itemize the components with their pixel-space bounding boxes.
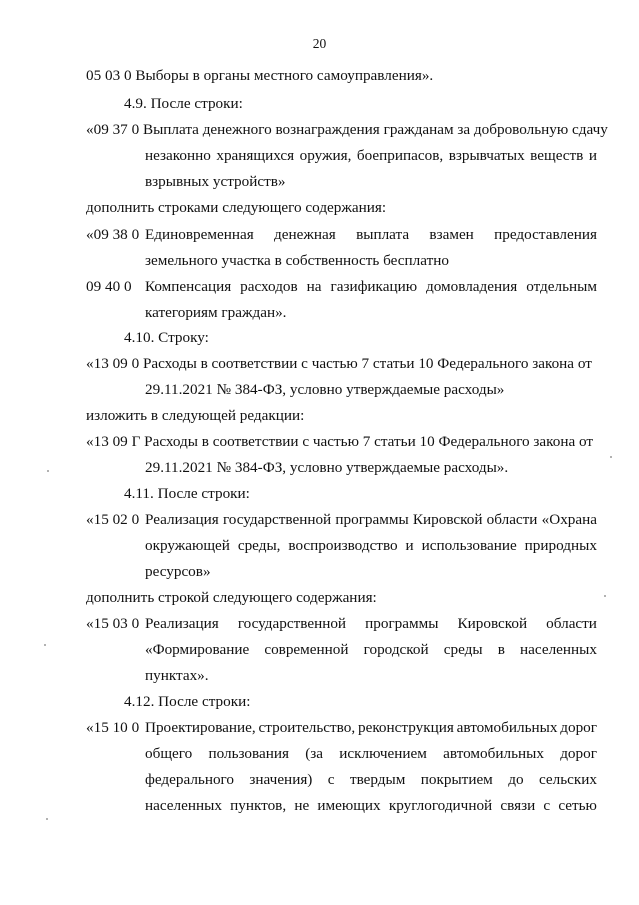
word: Компенсация (145, 278, 232, 295)
word: пользования (208, 745, 289, 762)
word: связи (500, 797, 536, 814)
word: на (306, 278, 322, 295)
line-code: 09 40 0 (86, 278, 132, 295)
word: Кировской (412, 511, 483, 528)
word: реконструкция (357, 719, 454, 736)
text-line: «09 37 0 Выплата денежного вознаграждения гражданам за добровольную сдачу (86, 121, 608, 138)
word: использование (421, 537, 517, 554)
text-line (145, 511, 597, 529)
word: программы (365, 615, 439, 632)
word: дорог (560, 745, 597, 762)
word: с (543, 797, 551, 814)
word: общего (145, 745, 193, 762)
word: расходов (240, 278, 298, 295)
text-line (145, 719, 597, 737)
word: области (546, 615, 597, 632)
word: населенных (520, 641, 597, 658)
word: воспроизводство (288, 537, 398, 554)
page-number: 20 (312, 36, 327, 51)
word: веществ (530, 147, 584, 164)
scan-speck (47, 470, 49, 472)
scan-speck (604, 595, 606, 597)
text-line: дополнить строкой следующего содержания: (86, 589, 377, 606)
word: незаконно (145, 147, 211, 164)
word: предоставления (494, 226, 597, 243)
text-line: 05 03 0 Выборы в органы местного самоуправления». (86, 67, 434, 84)
word: Реализация (145, 511, 219, 528)
text-line (145, 226, 597, 244)
word: строительство, (258, 719, 356, 736)
word: и (405, 537, 414, 554)
line-code: «15 03 0 (86, 615, 140, 632)
text-line: пунктах». (145, 667, 209, 684)
text-line: 29.11.2021 № 384-ФЗ, условно утверждаемые расходы» (145, 381, 505, 398)
text-line (145, 641, 597, 659)
scan-speck (44, 644, 46, 646)
word: взрывчатых (448, 147, 525, 164)
text-line: «13 09 Г Расходы в соответствии с частью 7 статьи 10 Федерального закона от (86, 433, 594, 450)
word: домовладения (426, 278, 518, 295)
text-line: ресурсов» (145, 563, 211, 580)
word: газификацию (330, 278, 418, 295)
word: денежная (274, 226, 336, 243)
word: хранящихся (216, 147, 295, 164)
word: до (508, 771, 524, 788)
word: окружающей (145, 537, 230, 554)
scan-speck (610, 456, 612, 458)
word: государственной (237, 615, 347, 632)
line-code: «15 02 0 (86, 511, 140, 528)
word: оружия, (299, 147, 352, 164)
word: Проектирование, (145, 719, 256, 736)
word: имеющих (317, 797, 381, 814)
text-line (145, 615, 597, 633)
line-code: «09 38 0 (86, 226, 140, 243)
word: и (588, 147, 597, 164)
text-line: «13 09 0 Расходы в соответствии с частью 7 статьи 10 Федерального закона от (86, 355, 592, 372)
section-heading: 4.9. После строки: (124, 95, 243, 112)
text-line: 29.11.2021 № 384-ФЗ, условно утверждаемые расходы». (145, 459, 509, 476)
word: «Формирование (145, 641, 250, 658)
word: отдельным (526, 278, 597, 295)
section-heading: 4.11. После строки: (124, 485, 250, 502)
word: покрытием (420, 771, 493, 788)
word: круглогодичной (388, 797, 493, 814)
word: с (327, 771, 335, 788)
text-line (145, 537, 597, 555)
word: Реализация (145, 615, 219, 632)
section-heading: 4.10. Строку: (124, 329, 209, 346)
word: автомобильных (456, 719, 558, 736)
word: сетью (558, 797, 597, 814)
word: населенных (145, 797, 222, 814)
text-line: изложить в следующей редакции: (86, 407, 305, 424)
word: программы (335, 511, 409, 528)
word: выплата (356, 226, 410, 243)
word: Кировской (457, 615, 528, 632)
word: «Охрана (541, 511, 597, 528)
text-line (145, 745, 597, 763)
word: не (294, 797, 310, 814)
text-line (145, 797, 597, 815)
word: в (497, 641, 505, 658)
word: значения) (249, 771, 313, 788)
text-line: категориям граждан». (145, 304, 287, 321)
word: исключением (339, 745, 427, 762)
text-line (145, 278, 597, 296)
text-line: земельного участка в собственность бесплатно (145, 252, 449, 269)
word: государственной (222, 511, 332, 528)
text-line: взрывных устройств» (145, 173, 286, 190)
line-code: «15 10 0 (86, 719, 140, 736)
word: сельских (538, 771, 597, 788)
text-line: дополнить строками следующего содержания: (86, 199, 387, 216)
word: природных (524, 537, 597, 554)
section-heading: 4.12. После строки: (124, 693, 251, 710)
word: области (486, 511, 538, 528)
text-line (145, 771, 597, 789)
word: дорог (560, 719, 597, 736)
word: боеприпасов, (356, 147, 444, 164)
word: городской (363, 641, 429, 658)
word: федерального (145, 771, 234, 788)
word: твердым (349, 771, 406, 788)
scan-speck (46, 818, 48, 820)
text-line (145, 147, 597, 165)
word: автомобильных (443, 745, 544, 762)
word: пунктов, (230, 797, 287, 814)
word: современной (264, 641, 349, 658)
word: (за (305, 745, 324, 762)
word: Единовременная (145, 226, 254, 243)
word: взамен (429, 226, 474, 243)
word: среды (443, 641, 483, 658)
word: среды, (237, 537, 281, 554)
